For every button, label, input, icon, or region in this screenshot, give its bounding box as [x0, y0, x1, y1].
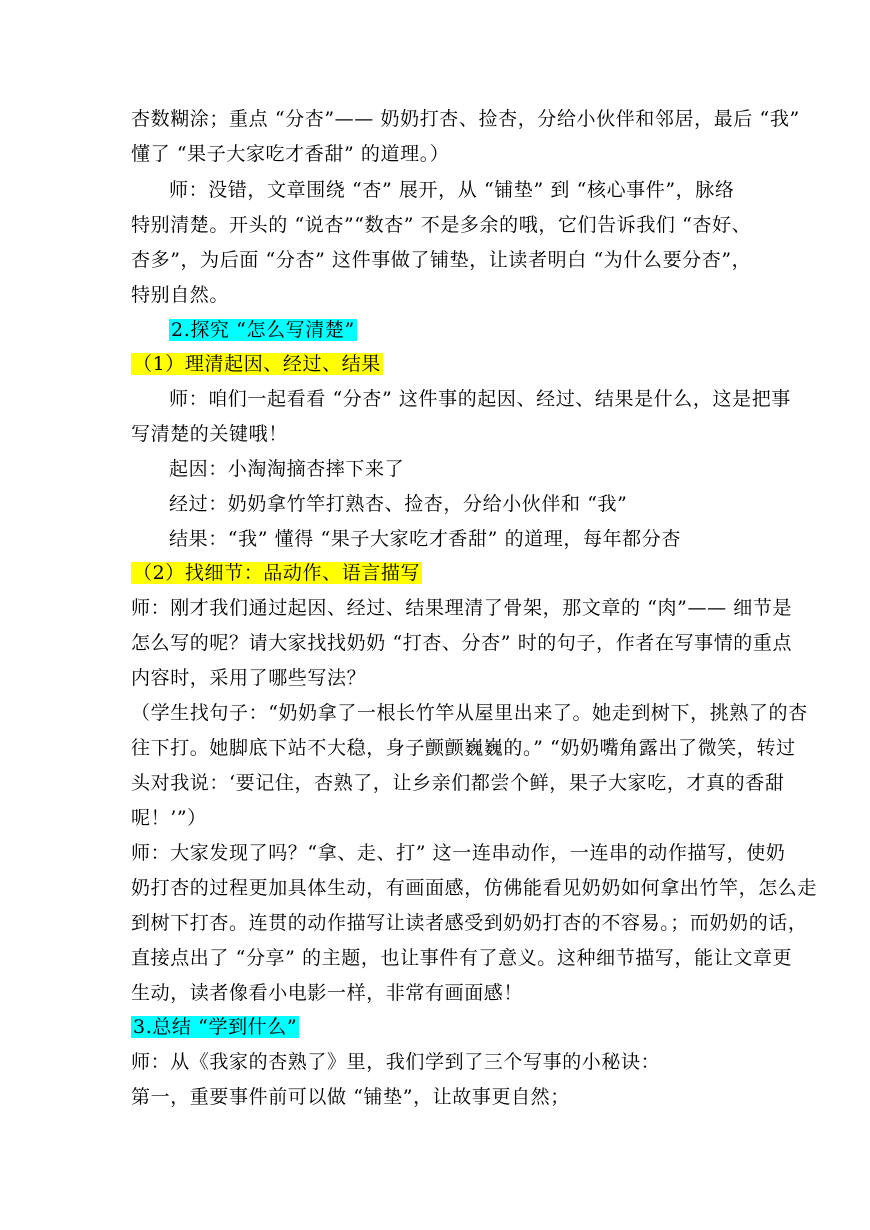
- list-item-cause: 起因：小淘淘摘杏摔下来了: [169, 458, 405, 480]
- subheading-text: （1）理清起因、经过、结果: [133, 353, 381, 375]
- subsection-heading: [131, 352, 383, 377]
- paragraph-line: 到树下打杏。连贯的动作描写让读者感受到奶奶打杏的不容易。；而奶奶的话，: [131, 912, 808, 934]
- paragraph-line: 写清楚的关键哦！: [131, 423, 288, 445]
- paragraph-line: 杏多”，为后面 “分杏” 这件事做了铺垫，让读者明白 “为什么要分杏”，: [131, 249, 752, 271]
- paragraph-line: 杏数糊涂；重点 “分杏”—— 奶奶打杏、捡杏，分给小伙伴和邻居，最后 “我”: [131, 108, 800, 130]
- section-heading: [169, 318, 357, 343]
- subsection-heading: [131, 561, 422, 586]
- paragraph-line: 特别清楚。开头的 “说杏”“数杏” 不是多余的哦，它们告诉我们 “杏好、: [131, 214, 752, 236]
- heading-text: 2.探究 “怎么写清楚”: [171, 319, 355, 341]
- paragraph-line: 直接点出了 “分享” 的主题，也让事件有了意义。这种细节描写，能让文章更: [131, 947, 793, 969]
- paragraph-line: 师：咱们一起看看 “分杏” 这件事的起因、经过、结果是什么，这是把事: [169, 388, 791, 410]
- paragraph-line: （学生找句子：“奶奶拿了一根长竹竿从屋里出来了。她走到树下，挑熟了的杏: [131, 702, 808, 724]
- paragraph-line: 呢！’”）: [131, 807, 207, 829]
- paragraph-line: 师：大家发现了吗？“拿、走、打” 这一连串动作，一连串的动作描写，使奶: [131, 842, 786, 864]
- section-heading: [131, 1015, 299, 1040]
- paragraph-line: 怎么写的呢？请大家找找奶奶 “打杏、分杏” 时的句子，作者在写事情的重点: [131, 632, 793, 654]
- paragraph-line: 生动，读者像看小电影一样，非常有画面感！: [131, 982, 524, 1004]
- subheading-text: （2）找细节：品动作、语言描写: [133, 562, 421, 584]
- list-item-process: 经过：奶奶拿竹竿打熟杏、捡杏，分给小伙伴和 “我”: [169, 493, 628, 515]
- list-item-result: 结果：“我” 懂得 “果子大家吃才香甜” 的道理，每年都分杏: [169, 528, 681, 550]
- paragraph-line: 内容时，采用了哪些写法？: [131, 667, 367, 689]
- paragraph-line: 奶打杏的过程更加具体生动，有画面感，仿佛能看见奶奶如何拿出竹竿，怎么走: [131, 877, 818, 899]
- paragraph-line: 师：从《我家的杏熟了》里，我们学到了三个写事的小秘诀：: [131, 1051, 661, 1073]
- paragraph-line: 懂了 “果子大家吃才香甜” 的道理。）: [131, 143, 450, 165]
- paragraph-line: 头对我说：‘要记住，杏熟了，让乡亲们都尝个鲜，果子大家吃，才真的香甜: [131, 772, 785, 794]
- paragraph-line: 往下打。她脚底下站不大稳，身子颤颤巍巍的。” “奶奶嘴角露出了微笑，转过: [131, 737, 796, 759]
- paragraph-line: 特别自然。: [131, 284, 230, 306]
- paragraph-line: 第一，重要事件前可以做 “铺垫”，让故事更自然；: [131, 1086, 570, 1108]
- paragraph-line: 师：刚才我们通过起因、经过、结果理清了骨架，那文章的 “肉”—— 细节是: [131, 597, 793, 619]
- paragraph-line: 师：没错，文章围绕 “杏” 展开，从 “铺垫” 到 “核心事件”，脉络: [169, 179, 735, 201]
- heading-text: 3.总结 “学到什么”: [133, 1016, 298, 1038]
